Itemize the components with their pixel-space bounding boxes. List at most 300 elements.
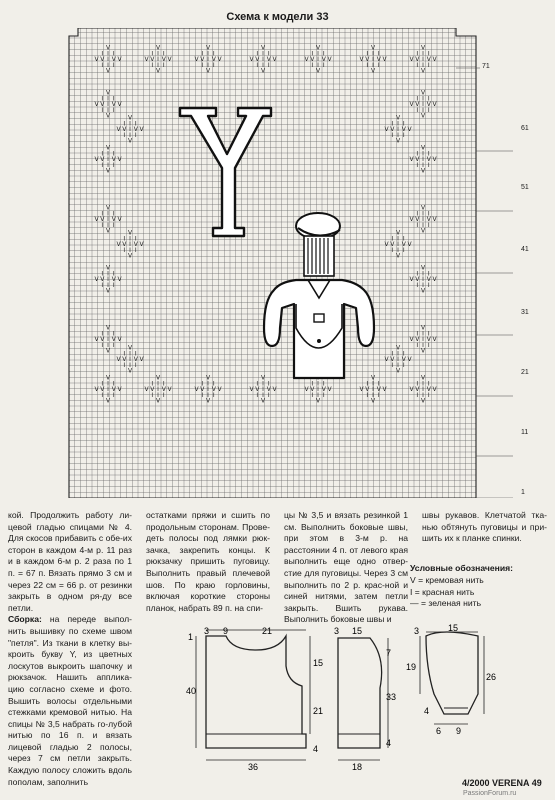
- svg-text:V: V: [409, 56, 414, 63]
- svg-text:I: I: [107, 391, 109, 399]
- svg-text:V: V: [260, 397, 266, 405]
- svg-text:I: I: [317, 380, 319, 388]
- svg-text:V: V: [150, 386, 155, 393]
- svg-text:V: V: [420, 397, 426, 405]
- text-column-3: [284, 510, 408, 626]
- svg-text:I: I: [112, 330, 115, 338]
- svg-text:I: I: [134, 350, 137, 358]
- svg-text:I: I: [134, 120, 137, 128]
- svg-text:V: V: [105, 227, 111, 235]
- svg-text:V: V: [100, 336, 105, 343]
- svg-text:I: I: [416, 161, 419, 169]
- diamond-motif: [94, 375, 122, 405]
- svg-text:V: V: [260, 374, 266, 382]
- svg-text:I: I: [317, 50, 319, 58]
- dim-label: 36: [248, 762, 259, 772]
- svg-text:I: I: [157, 386, 159, 393]
- svg-text:I: I: [397, 120, 399, 128]
- svg-text:I: I: [101, 391, 104, 399]
- svg-text:V: V: [420, 374, 426, 382]
- svg-text:V: V: [415, 101, 420, 108]
- svg-text:I: I: [427, 61, 430, 69]
- svg-text:I: I: [134, 235, 137, 243]
- svg-text:I: I: [112, 106, 115, 114]
- diamond-motif: [194, 375, 222, 405]
- diamond-motif: [409, 145, 437, 175]
- svg-text:V: V: [260, 67, 266, 75]
- svg-text:I: I: [207, 380, 209, 388]
- svg-text:V: V: [205, 44, 211, 52]
- svg-text:I: I: [397, 356, 399, 363]
- svg-text:I: I: [101, 161, 104, 169]
- svg-text:V: V: [105, 167, 111, 175]
- svg-text:I: I: [397, 131, 399, 139]
- svg-text:I: I: [416, 391, 419, 399]
- svg-text:I: I: [207, 391, 209, 399]
- svg-text:I: I: [107, 270, 109, 278]
- dim-label: 19: [406, 662, 417, 672]
- svg-text:I: I: [427, 270, 430, 278]
- svg-text:I: I: [372, 56, 374, 63]
- svg-text:V: V: [211, 56, 216, 63]
- svg-text:V: V: [384, 126, 389, 133]
- svg-text:I: I: [123, 131, 126, 139]
- svg-text:V: V: [105, 287, 111, 295]
- svg-text:V: V: [116, 356, 121, 363]
- svg-text:V: V: [390, 241, 395, 248]
- svg-text:V: V: [407, 126, 412, 133]
- svg-text:I: I: [157, 61, 159, 69]
- svg-text:V: V: [426, 216, 431, 223]
- svg-text:I: I: [207, 386, 209, 393]
- svg-text:I: I: [311, 61, 314, 69]
- svg-text:I: I: [322, 61, 325, 69]
- svg-text:I: I: [366, 391, 369, 399]
- text-column-1: [8, 510, 132, 788]
- svg-text:V: V: [111, 101, 116, 108]
- svg-text:V: V: [255, 56, 260, 63]
- svg-text:V: V: [409, 216, 414, 223]
- svg-text:I: I: [416, 210, 419, 218]
- svg-text:V: V: [376, 56, 381, 63]
- side-schematic: [330, 628, 400, 772]
- svg-text:I: I: [212, 61, 215, 69]
- svg-text:I: I: [101, 221, 104, 229]
- svg-text:I: I: [402, 350, 405, 358]
- assembly-text: на переде выпол-нить вышивку по схеме швом "петля". Из ткани в клетку вы-кроить букву Y, из цветных лоскутов выкроить шапочку и рюкзачок. Нашить апплика-цию согласно схеме и фото. Вышить волосы отдельными стежками кремовой нитью. На спицы № 3,5 набрать го-лубой нитью по 16 п. и вязать лицевой гладью 2 полосы, через 7 см петли закрыть. Каждую полосу сложить вдоль пополам, заполнить: [8, 614, 132, 787]
- svg-text:V: V: [200, 56, 205, 63]
- svg-text:V: V: [415, 216, 420, 223]
- svg-text:I: I: [262, 61, 264, 69]
- svg-text:I: I: [112, 341, 115, 349]
- svg-text:I: I: [322, 391, 325, 399]
- svg-text:I: I: [129, 350, 131, 358]
- svg-text:V: V: [395, 229, 401, 237]
- svg-text:I: I: [422, 380, 424, 388]
- svg-text:I: I: [422, 330, 424, 338]
- dim-label: 4: [386, 738, 392, 748]
- svg-text:V: V: [200, 386, 205, 393]
- svg-text:I: I: [123, 246, 126, 254]
- svg-text:I: I: [422, 210, 424, 218]
- svg-text:V: V: [395, 137, 401, 145]
- svg-text:I: I: [112, 61, 115, 69]
- svg-text:I: I: [317, 61, 319, 69]
- svg-text:V: V: [155, 44, 161, 52]
- chart-motifs: [94, 45, 437, 405]
- diamond-motif: [249, 45, 277, 75]
- svg-text:V: V: [415, 156, 420, 163]
- svg-text:V: V: [94, 386, 99, 393]
- svg-text:I: I: [134, 131, 137, 139]
- svg-text:I: I: [123, 120, 126, 128]
- svg-text:I: I: [151, 61, 154, 69]
- svg-text:I: I: [212, 380, 215, 388]
- svg-text:I: I: [402, 120, 405, 128]
- svg-text:V: V: [122, 356, 127, 363]
- svg-text:V: V: [105, 144, 111, 152]
- dim-label: 9: [456, 726, 462, 736]
- svg-text:I: I: [107, 61, 109, 69]
- svg-text:I: I: [311, 391, 314, 399]
- row-label: 11: [521, 429, 529, 436]
- svg-text:I: I: [422, 150, 424, 158]
- svg-text:I: I: [157, 391, 159, 399]
- svg-text:I: I: [107, 341, 109, 349]
- svg-text:V: V: [382, 56, 387, 63]
- svg-text:V: V: [117, 216, 122, 223]
- svg-text:V: V: [211, 386, 216, 393]
- svg-text:I: I: [422, 50, 424, 58]
- svg-text:V: V: [116, 126, 121, 133]
- svg-text:I: I: [157, 56, 159, 63]
- svg-text:V: V: [409, 101, 414, 108]
- svg-text:I: I: [162, 380, 165, 388]
- svg-text:V: V: [432, 386, 437, 393]
- svg-text:V: V: [426, 156, 431, 163]
- instructions-paragraph: остатками пряжи и сшить по продольным сторонам. Прове-деть полосы под лямки рюк-зачка, закрепить концы. К рюкзачку пришить пуговицу. Выполнить правый плечевой шов. По краю горловины, включая короткие стороны планок, набрать 89 п. на спи-: [146, 510, 270, 613]
- svg-text:I: I: [201, 391, 204, 399]
- svg-text:V: V: [432, 216, 437, 223]
- svg-text:V: V: [105, 204, 111, 212]
- svg-text:I: I: [101, 150, 104, 158]
- svg-text:V: V: [409, 276, 414, 283]
- svg-text:I: I: [151, 391, 154, 399]
- svg-text:I: I: [107, 386, 109, 393]
- svg-text:V: V: [161, 386, 166, 393]
- svg-text:I: I: [366, 50, 369, 58]
- svg-text:V: V: [133, 126, 138, 133]
- svg-text:V: V: [117, 336, 122, 343]
- diamond-motif: [94, 205, 122, 235]
- svg-text:V: V: [432, 56, 437, 63]
- svg-text:V: V: [272, 56, 277, 63]
- svg-text:V: V: [395, 344, 401, 352]
- svg-text:V: V: [144, 386, 149, 393]
- diamond-motif: [94, 45, 122, 75]
- svg-text:I: I: [422, 56, 424, 63]
- svg-text:I: I: [207, 61, 209, 69]
- svg-text:V: V: [415, 336, 420, 343]
- svg-text:I: I: [422, 391, 424, 399]
- svg-text:I: I: [366, 380, 369, 388]
- svg-text:I: I: [372, 61, 374, 69]
- svg-text:I: I: [427, 95, 430, 103]
- svg-text:I: I: [101, 61, 104, 69]
- svg-text:I: I: [427, 221, 430, 229]
- svg-text:I: I: [427, 150, 430, 158]
- svg-text:I: I: [397, 241, 399, 248]
- svg-text:I: I: [427, 391, 430, 399]
- instructions-paragraph: кой. Продолжить работу ли-цевой гладью спицами № 4. Для скосов прибавить с обе-их сторон в каждом 4-м р. 11 раз и в каждом 6-м р. 2 раза по 1 п. = 67 п. Вязать прямо 3 см и через 22 см = 66 р. от резинки закрыть в одном ря-ду все петли.: [8, 510, 132, 613]
- svg-text:I: I: [317, 391, 319, 399]
- svg-text:V: V: [384, 241, 389, 248]
- diamond-motif: [409, 45, 437, 75]
- dim-label: 7: [386, 648, 392, 658]
- svg-text:I: I: [112, 50, 115, 58]
- svg-text:V: V: [100, 216, 105, 223]
- svg-text:I: I: [151, 50, 154, 58]
- svg-text:V: V: [205, 374, 211, 382]
- svg-text:V: V: [217, 56, 222, 63]
- svg-text:V: V: [420, 204, 426, 212]
- diamond-motif: [249, 375, 277, 405]
- svg-text:V: V: [117, 56, 122, 63]
- svg-text:V: V: [407, 241, 412, 248]
- svg-text:V: V: [167, 56, 172, 63]
- svg-text:V: V: [105, 374, 111, 382]
- svg-text:I: I: [157, 380, 159, 388]
- svg-text:V: V: [161, 56, 166, 63]
- svg-text:I: I: [267, 391, 270, 399]
- svg-text:V: V: [249, 56, 254, 63]
- svg-text:I: I: [256, 61, 259, 69]
- svg-text:I: I: [416, 150, 419, 158]
- svg-text:V: V: [194, 56, 199, 63]
- svg-text:V: V: [100, 386, 105, 393]
- dim-label: 18: [352, 762, 363, 772]
- svg-text:I: I: [123, 350, 126, 358]
- svg-text:V: V: [133, 241, 138, 248]
- svg-text:I: I: [107, 50, 109, 58]
- dim-label: 4: [424, 706, 430, 716]
- svg-text:V: V: [395, 114, 401, 122]
- svg-text:I: I: [397, 361, 399, 369]
- diamond-motif: [94, 90, 122, 120]
- svg-text:I: I: [416, 270, 419, 278]
- diamond-motif: [144, 45, 172, 75]
- svg-text:I: I: [256, 391, 259, 399]
- svg-text:I: I: [101, 281, 104, 289]
- svg-text:V: V: [94, 101, 99, 108]
- svg-text:V: V: [127, 367, 133, 375]
- svg-text:V: V: [155, 397, 161, 405]
- svg-text:I: I: [422, 341, 424, 349]
- svg-text:I: I: [416, 50, 419, 58]
- svg-text:V: V: [401, 241, 406, 248]
- svg-text:V: V: [205, 397, 211, 405]
- svg-text:V: V: [327, 386, 332, 393]
- svg-text:V: V: [420, 67, 426, 75]
- svg-text:I: I: [123, 235, 126, 243]
- svg-text:V: V: [105, 397, 111, 405]
- svg-text:V: V: [390, 356, 395, 363]
- row-label: 1: [521, 489, 525, 496]
- svg-text:V: V: [94, 276, 99, 283]
- dim-label: 21: [313, 706, 324, 716]
- svg-text:I: I: [107, 56, 109, 63]
- svg-text:I: I: [162, 391, 165, 399]
- svg-text:V: V: [105, 89, 111, 97]
- svg-text:I: I: [377, 380, 380, 388]
- svg-text:V: V: [117, 101, 122, 108]
- svg-text:I: I: [366, 61, 369, 69]
- svg-text:I: I: [262, 56, 264, 63]
- svg-text:V: V: [105, 44, 111, 52]
- dim-label: 40: [186, 686, 197, 696]
- dim-label: 9: [223, 626, 229, 636]
- letter-y-applique: [180, 108, 271, 236]
- svg-text:V: V: [194, 386, 199, 393]
- svg-text:V: V: [426, 336, 431, 343]
- svg-text:V: V: [426, 101, 431, 108]
- svg-text:V: V: [260, 44, 266, 52]
- svg-text:V: V: [420, 44, 426, 52]
- svg-text:V: V: [122, 241, 127, 248]
- dim-label: 26: [486, 672, 497, 682]
- dim-label: 6: [436, 726, 442, 736]
- svg-text:I: I: [422, 270, 424, 278]
- svg-text:I: I: [107, 380, 109, 388]
- svg-text:I: I: [391, 350, 394, 358]
- svg-text:I: I: [311, 380, 314, 388]
- diamond-motif: [94, 145, 122, 175]
- dim-label: 15: [352, 626, 363, 636]
- text-column-4: [422, 510, 547, 545]
- svg-text:V: V: [217, 386, 222, 393]
- svg-text:V: V: [127, 252, 133, 260]
- svg-text:I: I: [402, 246, 405, 254]
- svg-text:V: V: [111, 276, 116, 283]
- svg-text:V: V: [304, 56, 309, 63]
- svg-text:V: V: [105, 264, 111, 272]
- svg-text:V: V: [310, 386, 315, 393]
- row-label: 41: [521, 246, 529, 253]
- svg-text:V: V: [100, 276, 105, 283]
- svg-text:I: I: [134, 246, 137, 254]
- svg-text:I: I: [422, 221, 424, 229]
- svg-text:V: V: [117, 386, 122, 393]
- svg-text:V: V: [395, 367, 401, 375]
- svg-text:V: V: [426, 56, 431, 63]
- svg-text:V: V: [420, 227, 426, 235]
- svg-text:V: V: [94, 156, 99, 163]
- svg-text:I: I: [377, 61, 380, 69]
- svg-text:V: V: [116, 241, 121, 248]
- svg-text:V: V: [384, 356, 389, 363]
- svg-text:I: I: [107, 216, 109, 223]
- svg-text:I: I: [391, 361, 394, 369]
- svg-text:I: I: [112, 210, 115, 218]
- svg-text:I: I: [129, 246, 131, 254]
- svg-text:I: I: [416, 281, 419, 289]
- svg-text:I: I: [416, 380, 419, 388]
- diamond-motif: [304, 45, 332, 75]
- svg-text:V: V: [390, 126, 395, 133]
- svg-text:I: I: [101, 95, 104, 103]
- svg-text:V: V: [315, 44, 321, 52]
- svg-text:I: I: [422, 386, 424, 393]
- row-label: 61: [521, 125, 529, 132]
- svg-text:I: I: [101, 380, 104, 388]
- svg-text:I: I: [372, 50, 374, 58]
- svg-text:I: I: [101, 50, 104, 58]
- svg-text:I: I: [107, 156, 109, 163]
- svg-text:V: V: [370, 397, 376, 405]
- text-column-2: [146, 510, 270, 614]
- svg-text:I: I: [112, 380, 115, 388]
- svg-text:I: I: [107, 330, 109, 338]
- svg-text:I: I: [201, 50, 204, 58]
- chart-title: Схема к модели 33: [226, 11, 329, 23]
- svg-text:V: V: [155, 374, 161, 382]
- svg-text:V: V: [420, 264, 426, 272]
- svg-text:I: I: [101, 270, 104, 278]
- svg-text:V: V: [304, 386, 309, 393]
- svg-text:V: V: [94, 216, 99, 223]
- svg-text:V: V: [127, 229, 133, 237]
- svg-text:V: V: [415, 386, 420, 393]
- watermark: PassionForum.ru: [463, 790, 517, 797]
- svg-text:V: V: [409, 156, 414, 163]
- svg-text:I: I: [427, 281, 430, 289]
- svg-text:I: I: [107, 281, 109, 289]
- svg-text:I: I: [112, 161, 115, 169]
- svg-text:V: V: [127, 114, 133, 122]
- svg-text:V: V: [167, 386, 172, 393]
- svg-text:I: I: [107, 336, 109, 343]
- svg-text:I: I: [129, 235, 131, 243]
- svg-text:I: I: [262, 386, 264, 393]
- svg-text:I: I: [391, 235, 394, 243]
- svg-text:V: V: [382, 386, 387, 393]
- svg-text:I: I: [416, 61, 419, 69]
- svg-text:I: I: [107, 150, 109, 158]
- svg-text:I: I: [112, 95, 115, 103]
- svg-text:V: V: [409, 336, 414, 343]
- page-footer: 4/2000 VERENA 49: [462, 778, 542, 788]
- svg-text:V: V: [122, 126, 127, 133]
- svg-text:I: I: [317, 386, 319, 393]
- svg-text:I: I: [391, 131, 394, 139]
- svg-text:I: I: [422, 161, 424, 169]
- svg-text:V: V: [420, 112, 426, 120]
- svg-text:V: V: [100, 156, 105, 163]
- dim-label: 21: [262, 626, 273, 636]
- svg-text:V: V: [426, 276, 431, 283]
- svg-text:V: V: [370, 374, 376, 382]
- svg-text:V: V: [111, 56, 116, 63]
- diamond-motif: [144, 375, 172, 405]
- svg-text:I: I: [112, 221, 115, 229]
- child-applique: [264, 213, 374, 378]
- svg-text:I: I: [107, 101, 109, 108]
- dim-label: 3: [334, 626, 340, 636]
- svg-text:V: V: [365, 56, 370, 63]
- svg-text:I: I: [256, 50, 259, 58]
- chart-grid: [68, 28, 513, 498]
- svg-text:I: I: [317, 56, 319, 63]
